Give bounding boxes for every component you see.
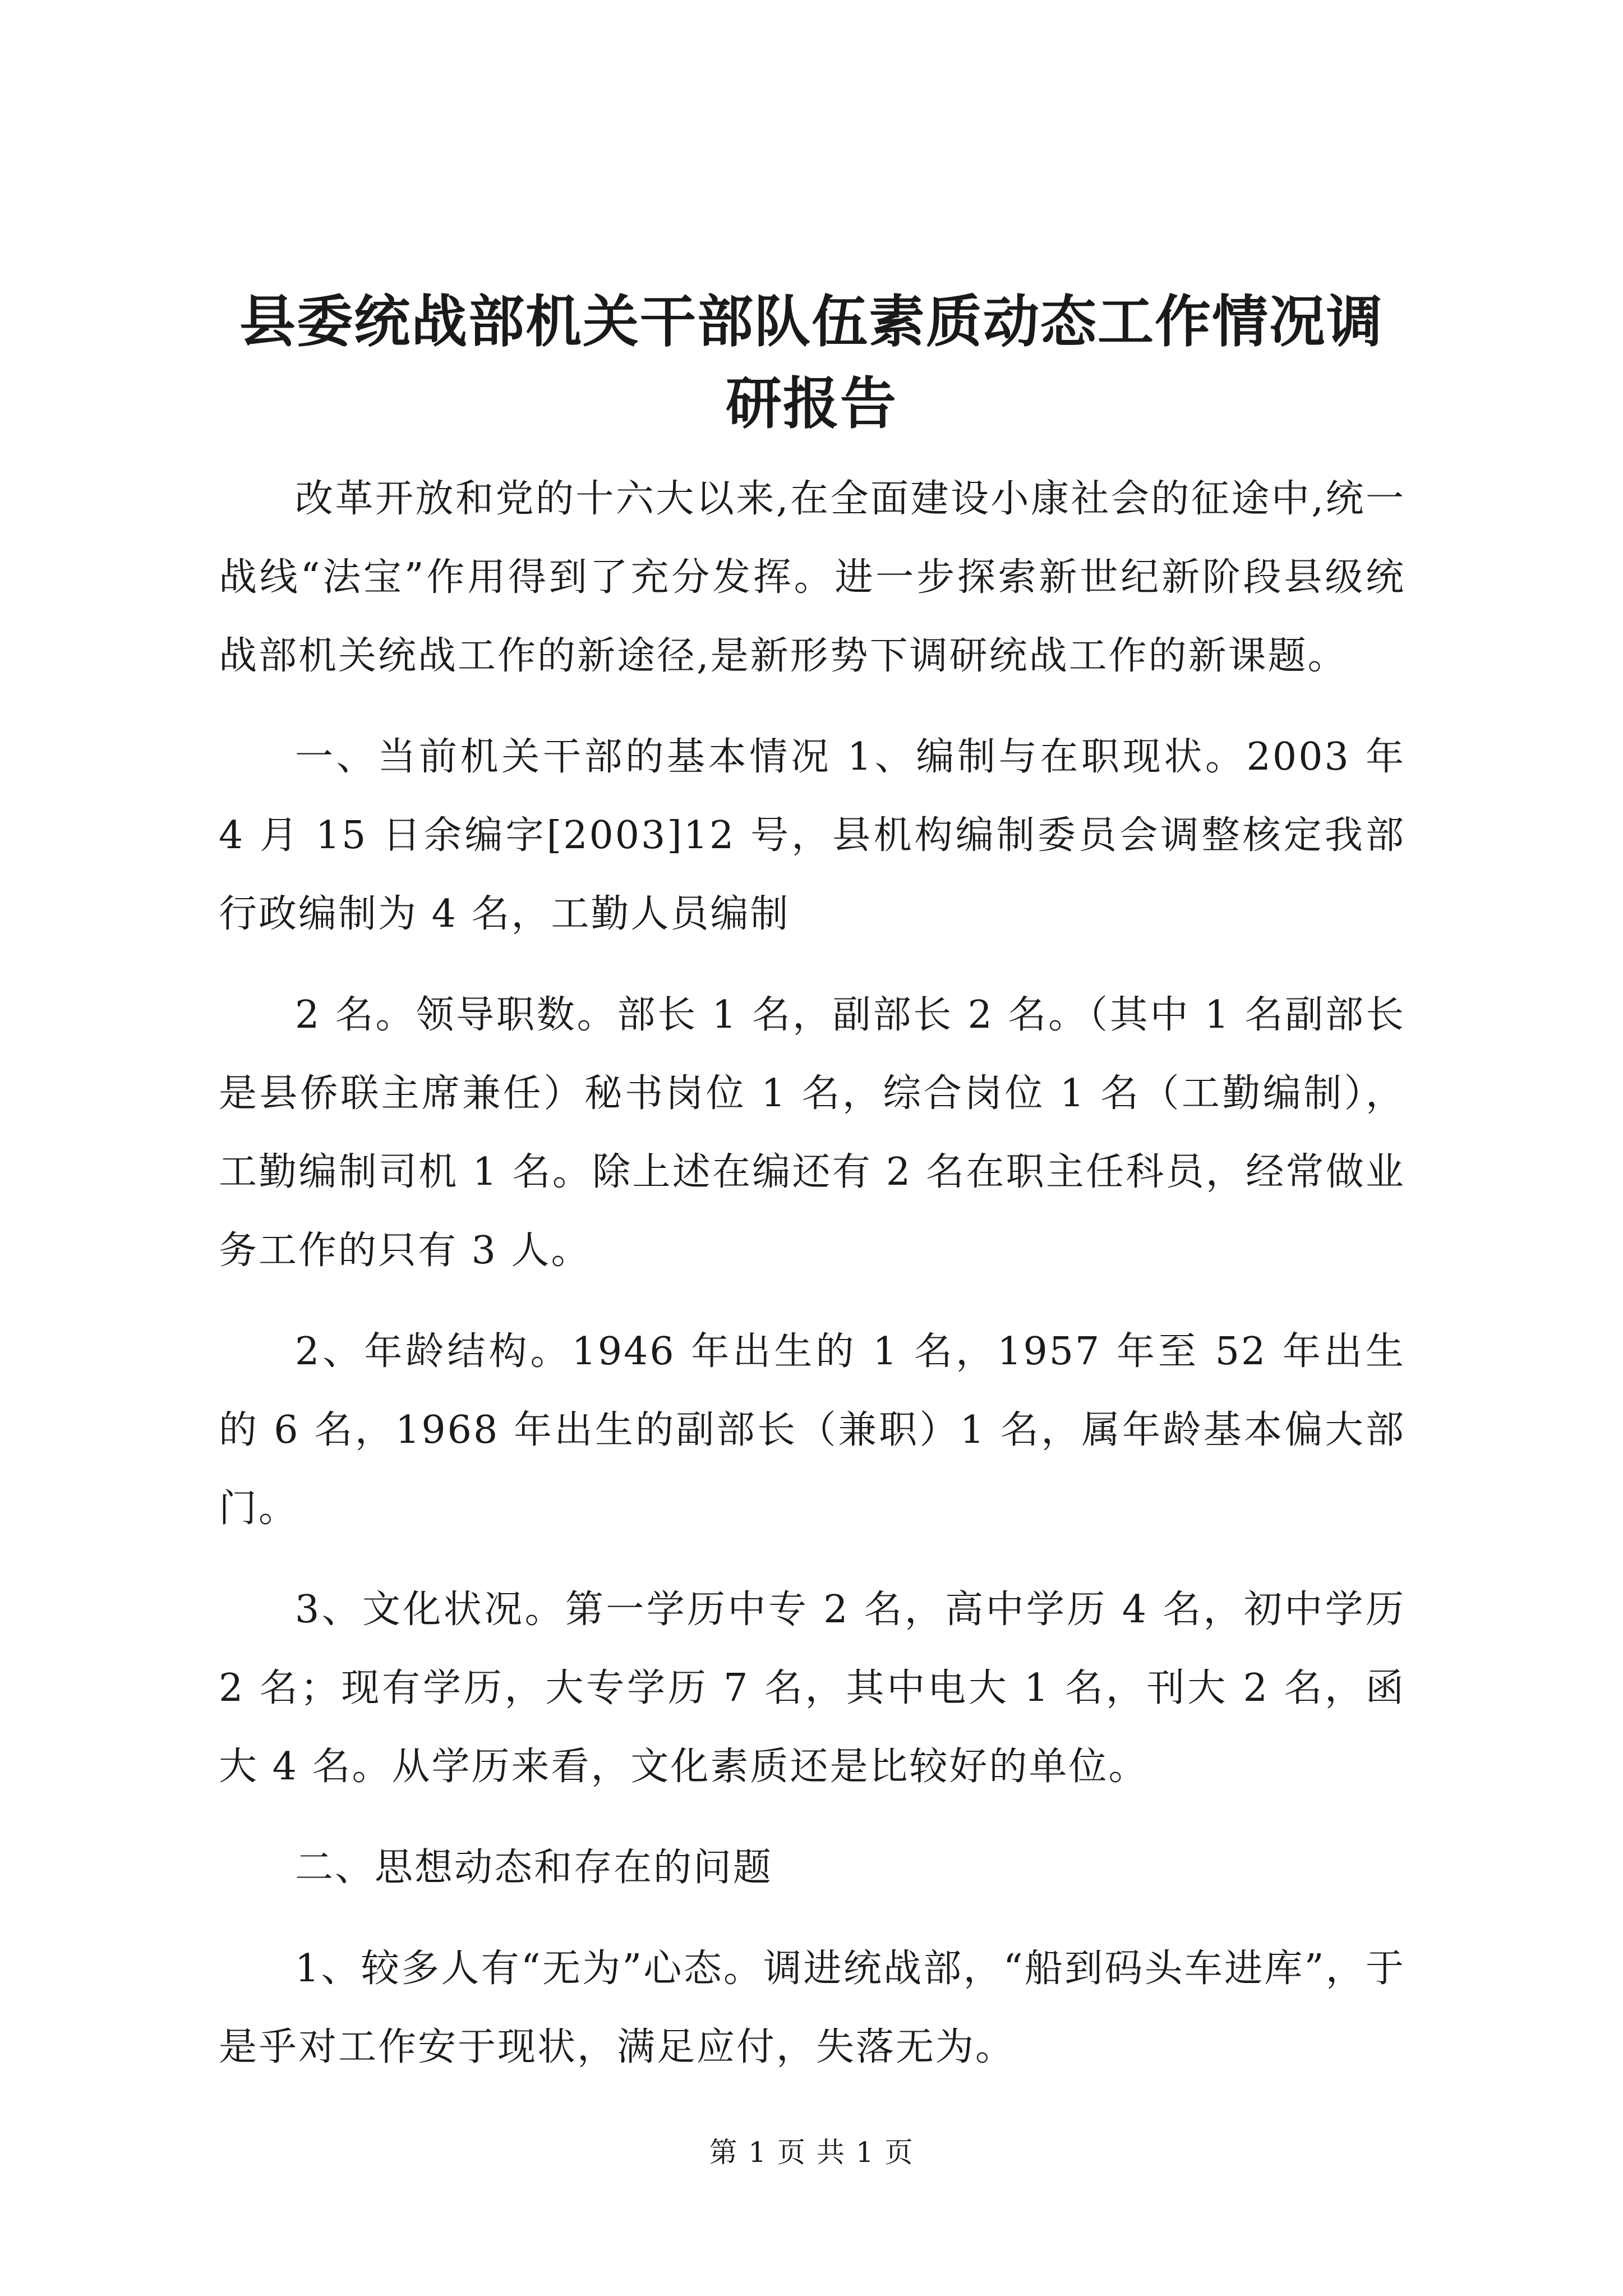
paragraph-section-2-heading: 二、思想动态和存在的问题 [295,1846,773,1890]
document-title: 县委统战部机关干部队伍素质动态工作情况调研报告 [239,288,1384,436]
paragraph-attitude: 1、较多人有“无为”心态。调进统战部，“船到码头车进库”，于是乎对工作安于现状，满足应付，失落无为。 [219,1947,1405,2069]
paragraph-age-structure: 2、年龄结构。1946 年出生的 1 名，1957 年至 52 年出生的 6 名，1968 年出生的副部长（兼职）1 名，属年龄基本偏大部门。 [219,1329,1405,1531]
paragraph-leadership: 2 名。领导职数。部长 1 名，副部长 2 名。（其中 1 名副部长是县侨联主席兼任）秘书岗位 1 名，综合岗位 1 名（工勤编制），工勤编制司机 1 名。除上述在编还有 2 名在职主任科员，经常做业务工作的只有 3 人。 [219,993,1405,1273]
paragraph-section-1: 一、当前机关干部的基本情况 1、编制与在职现状。2003 年 4 月 15 日余编字[2003]12 号，县机构编制委员会调整核定我部行政编制为 4 名，工勤人员编制 [219,735,1405,936]
page-footer: 第 1 页 共 1 页 [709,2136,914,2169]
paragraph-education: 3、文化状况。第一学历中专 2 名，高中学历 4 名，初中学历 2 名；现有学历，大专学历 7 名，其中电大 1 名，刊大 2 名，函大 4 名。从学历来看，文化素质还是比较好的单位。 [219,1588,1405,1789]
document-body [219,460,1405,2109]
paragraph-intro: 改革开放和党的十六大以来,在全面建设小康社会的征途中,统一战线“法宝”作用得到了充分发挥。进一步探索新世纪新阶段县级统战部机关统战工作的新途径,是新形势下调研统战工作的新课题。 [219,477,1405,678]
